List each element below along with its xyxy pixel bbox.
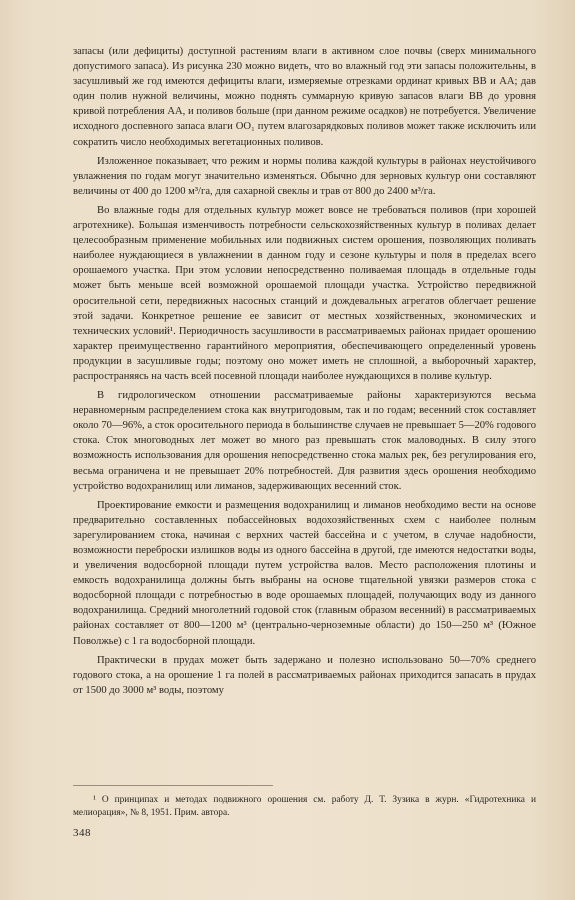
paragraph-5: Проектирование емкости и размещения водохранилищ и лиманов необходимо вести на основе предварительно составленных побассейновых водохозяйственных схем с наиболее полным зарегулированием стока, начиная с верхних частей бассейна и с учетом, в случае надобности, возможности переброски излишков воды из одного бассейна в другой, где имеются недостатки воды, и увеличения водосборной площади путем устройства валов. Место расположения плотины и емкость водохранилища должны быть выбраны на основе тщательной увязки размеров стока с водосборной площади с потребностью в воде орошаемых площадей, получающих воду из данного водохранилища. Средний многолетний годовой сток (главным образом весенний) в рассматриваемых районах составляет от 800—1200 м³ (центрально-черноземные области) до 150—250 м³ (Южное Поволжье) с 1 га водосборной площади.: [73, 499, 536, 647]
paragraph-3: Во влажные годы для отдельных культур может вовсе не требоваться поливов (при хорошей агротехнике). Большая изменчивость потребности сельскохозяйственных культур в поливах делает целесообразным применение мобильных или подвижных систем орошения, позволяющих поливать наиболее нуждающиеся в увлажнении в данном году и сезоне культуры и поля в пределах всего орошаемого участка. При этом условии непосредственно поливаемая площадь в отдельные годы может быть меньше всей возможной орошаемой площади участка. Устройство передвижной оросительной сети, передвижных насосных станций и дождевальных агрегатов облегчает решение этой задачи. Конкретное решение ее зависит от местных хозяйственных, экономических и технических условий¹. Периодичность засушливости в рассматриваемых районах придает орошению характер преимущественно гарантийного мероприятия, обеспечивающего определенный уровень продукции в засушливые годы; поэтому оно может иметь не сплошной, а выборочный характер, распространяясь на часть всей посевной площади наиболее нуждающихся в поливе культур.: [73, 204, 536, 382]
paragraph-4: В гидрологическом отношении рассматриваемые районы характеризуются весьма неравномерным распределением стока как внутригодовым, так и по годам; весенний сток составляет около 70—96%, а сток оросительного периода в большинстве случаев не превышает 5—20% годового стока. Сток многоводных лет может во много раз превышать сток маловодных. В силу этого возможность использования для орошения непосредственно стока малых рек, без регулирования его, весьма ограничена и не превышает 20% потребностей. Для развития здесь орошения необходимо устройство водохранилищ или лиманов, задерживающих весенний сток.: [73, 390, 536, 492]
paragraph-2: Изложенное показывает, что режим и нормы полива каждой культуры в районах неустойчивого увлажнения по годам могут значительно изменяться. Обычно для зерновых культур они составляют величины от 400 до 1200 м³/га, для сахарной свеклы и трав от 800 до 2400 м³/га.: [73, 155, 536, 197]
body-text: [73, 44, 536, 698]
footnote: ¹ О принципах и методах подвижного орошения см. работу Д. Т. Зузика в журн. «Гидротехника и мелиорация», № 8, 1951. Прим. автора.: [73, 795, 536, 818]
page-number: 348: [73, 827, 91, 839]
paragraph-6: Практически в прудах может быть задержано и полезно использовано 50—70% среднего годового стока, а на орошение 1 га полей в рассматриваемых районах приходится запасать в прудах от 1500 до 3000 м³ воды, поэтому: [73, 654, 536, 696]
footnote-divider: [73, 785, 273, 786]
paragraph-1: запасы (или дефициты) доступной растениям влаги в активном слое почвы (сверх минимального допустимого запаса). Из рисунка 230 можно видеть, что во влажный год эти запасы положительны, в засушливый же год имеются дефициты влаги, измеряемые отрезками ординат кривых BB и AA; дав один полив нужной величины, можно поднять суммарную кривую запасов влаги BB до уровня кривой потребления AA, и поливов больше (при данном режиме осадков) не потребуется. Увеличение исходного доспевного запаса влаги OO₁ путем влагозарядковых поливов может также исключить или сократить число необходимых вегетационных поливов.: [73, 46, 536, 148]
